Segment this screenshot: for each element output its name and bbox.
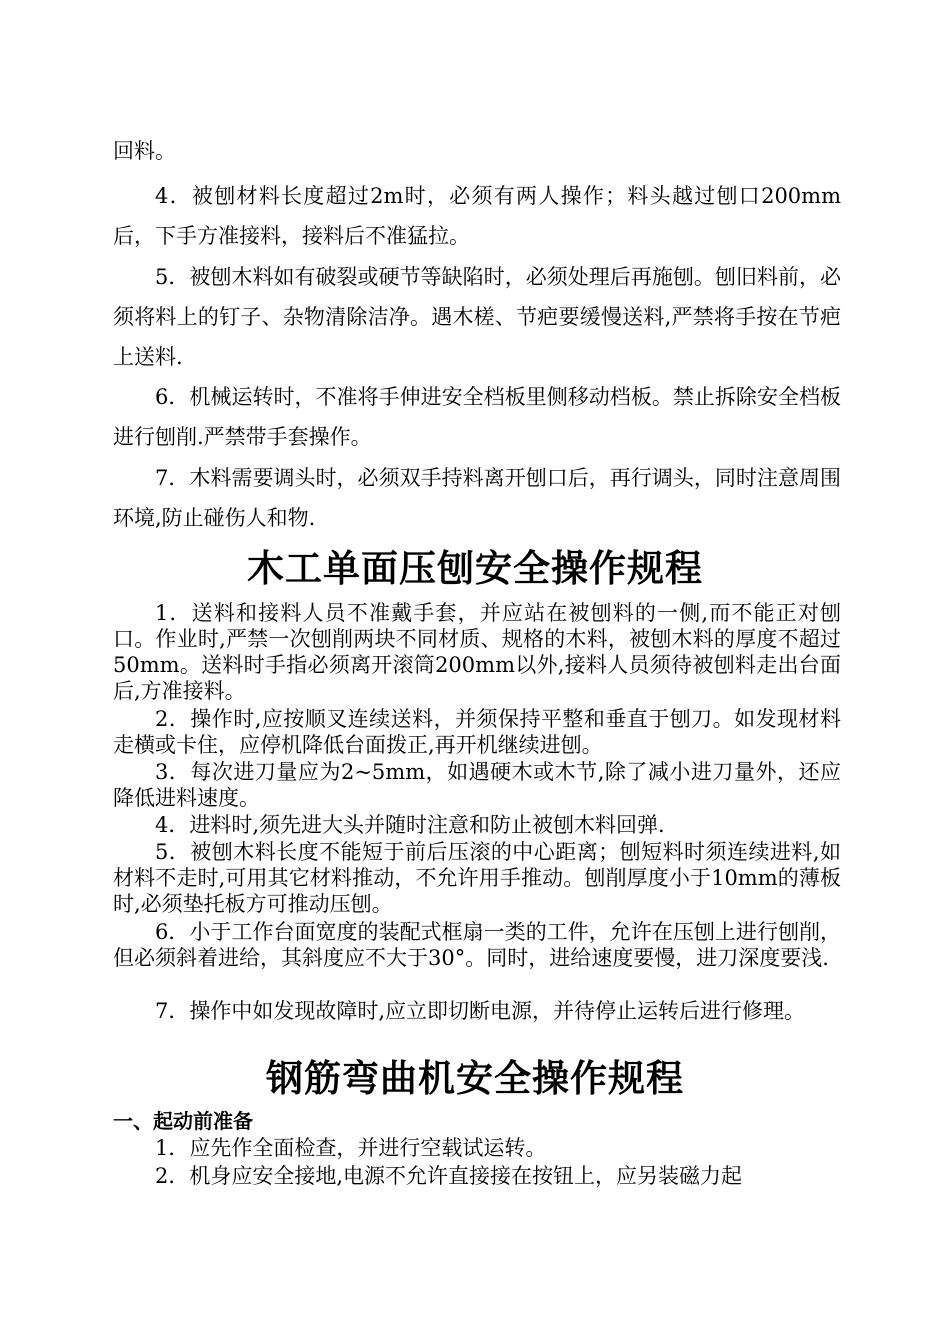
- section-title-bender: 钢筋弯曲机安全操作规程: [266, 1057, 684, 1100]
- paragraph-item-4: 4．被刨材料长度超过2m时，必须有两人操作；料头越过刨口200mm后，下手方准接料，接料后不准猛拉。: [113, 184, 841, 248]
- paragraph-item-6: 6．机械运转时，不准将手伸进安全档板里侧移动档板。禁止拆除安全档板进行刨削.严禁带手套操作。: [113, 385, 841, 449]
- planer-item-2: 2．操作时,应按顺叉连续送料，并须保持平整和垂直于刨刀。如发现材料走横或卡住，应停机降低台面拨正,再开机继续进刨。: [113, 707, 841, 757]
- planer-item-1: 1．送料和接料人员不准戴手套，并应站在被刨料的一侧,而不能正对刨口。作业时,严禁一次刨削两块不同材质、规格的木料，被刨木料的厚度不超过50mm。送料时手指必须离开滚筒200mm以外,接料人员须待被刨料走出台面后,方准接料。: [113, 601, 841, 703]
- subheading-startup: 一、起动前准备: [113, 1109, 253, 1133]
- planer-item-7: 7．操作中如发现故障时,应立即切断电源，并待停止运转后进行修理。: [155, 999, 806, 1023]
- paragraph-continuation: 回料。: [113, 139, 176, 163]
- planer-item-4: 4．进料时,须先进大头并随时注意和防止被刨木料回弹.: [155, 813, 665, 837]
- planer-item-3: 3．每次进刀量应为2~5mm，如遇硬木或木节,除了减小进刀量外，还应降低进料速度。: [113, 760, 841, 810]
- planer-item-5: 5．被刨木料长度不能短于前后压滚的中心距离；刨短料时须连续进料,如材料不走时,可用其它材料推动，不允许用手推动。刨削厚度小于10mm的薄板时,必须垫托板方可推动压刨。: [113, 840, 841, 916]
- paragraph-item-5: 5．被刨木料如有破裂或硬节等缺陷时，必须处理后再施刨。刨旧料前，必须将料上的钉子、杂物清除洁净。遇木槎、节疤要缓慢送料,严禁将手按在节疤上送料.: [113, 265, 841, 369]
- planer-item-6: 6．小于工作台面宽度的装配式框扇一类的工件，允许在压刨上进行刨削，但必须斜着进给，其斜度应不大于30°。同时，进给速度要慢，进刀深度要浅.: [113, 920, 841, 970]
- bender-item-2: 2．机身应安全接地,电源不允许直接接在按钮上，应另装磁力起: [155, 1164, 743, 1188]
- section-title-planer: 木工单面压刨安全操作规程: [247, 547, 703, 590]
- bender-item-1: 1．应先作全面检查，并进行空载试运转。: [155, 1136, 547, 1160]
- paragraph-item-7: 7．木料需要调头时，必须双手持料离开刨口后，再行调头，同时注意周围环境,防止碰伤人和物.: [113, 466, 841, 530]
